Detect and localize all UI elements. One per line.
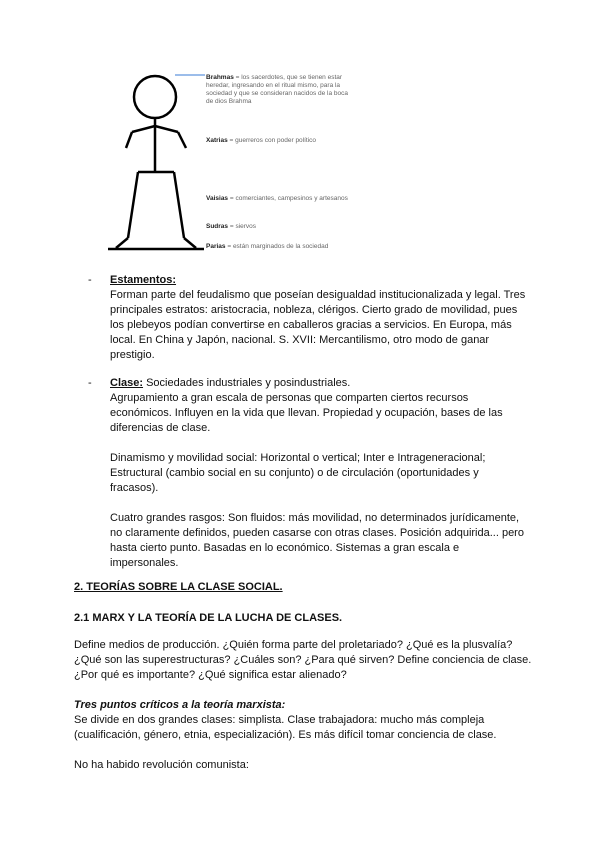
estamentos-title: Estamentos:: [110, 274, 177, 286]
left-lower-arm: [126, 132, 132, 148]
vaisias-desc: = comerciantes, campesinos y artesanos: [229, 195, 348, 202]
parias-desc: = están marginados de la sociedad: [227, 243, 329, 250]
estamentos-bullet: [88, 273, 528, 363]
right-lower-arm: [178, 132, 186, 148]
sudras-label: [206, 223, 256, 231]
right-leg: [174, 172, 184, 238]
revolucion-line: No ha habido revolución comunista:: [74, 759, 249, 771]
xatrias-desc: = guerreros con poder político: [229, 137, 317, 144]
vaisias-label: [206, 195, 348, 203]
brahmas-label: [206, 74, 356, 106]
xatrias-term: Xatrias: [206, 137, 228, 144]
estamentos-text: Forman parte del feudalismo que poseían desigualdad institucionalizada y legal. Tres principales estratos: aristocracia, nobleza, clérigos. Cierto grado de movilidad, pues los plebeyos podían convertirse en caballeros gracias a servicios. En Europa, más local. En China y Japón, nacional. S. XVII: Mercantilismo, otro modo de ganar prestigio.: [110, 289, 526, 361]
right-foot: [184, 238, 196, 248]
clase-paragraph-3: Cuatro grandes rasgos: Son fluidos: más movilidad, no determinados jurídicamente, no claramente definidos, pueden casarse con otras clases. Posición adquirida... pero hasta cierto punto. Basadas en lo económico. Sistemas a gran escala e impersonales.: [110, 512, 524, 569]
figure-head: [134, 76, 176, 118]
vaisias-term: Vaisias: [206, 195, 229, 202]
clase-paragraph-1: Agrupamiento a gran escala de personas que comparten ciertos recursos económicos. Influyen en la vida que llevan. Propiedad y ocupación, bases de las diferencias de clase.: [110, 392, 503, 434]
xatrias-label: [206, 137, 316, 145]
brahmas-term: Brahmas: [206, 74, 234, 81]
clase-first-line: [110, 376, 528, 391]
criticos-text: Se divide en dos grandes clases: simplista. Clase trabajadora: mucho más compleja (cualificación, género, etnia, especialización). Es más difícil tomar conciencia de clase.: [74, 714, 497, 741]
parias-term: Parias: [206, 243, 226, 250]
criticos-title: Tres puntos críticos a la teoría marxista:: [74, 699, 286, 711]
clase-paragraph-2: Dinamismo y movilidad social: Horizontal o vertical; Inter e Intrageneracional; Estructural (cambio social en su conjunto) o de circulación (oportunidades y fracasos).: [110, 452, 486, 494]
parias-label: [206, 243, 328, 251]
clase-title: Clase:: [110, 377, 144, 389]
section-2-heading: 2. TEORÍAS SOBRE LA CLASE SOCIAL.: [74, 581, 283, 593]
criticos-block: [74, 698, 534, 743]
sudras-term: Sudras: [206, 223, 229, 230]
clase-bullet: [88, 376, 528, 571]
marx-questions: Define medios de producción. ¿Quién forma parte del proletariado? ¿Qué es la plusvalía? ¿Qué son las superestructuras? ¿Cuáles son? ¿Para qué sirven? Define conciencia de clase. ¿Por qué es importante? ¿Qué significa estar alienado?: [74, 639, 532, 681]
left-upper-arm: [132, 126, 155, 132]
left-leg: [128, 172, 138, 238]
left-foot: [116, 238, 128, 248]
bullet-dash: -: [88, 377, 92, 389]
clase-intro: Sociedades industriales y posindustriales.: [143, 377, 351, 389]
sudras-desc: = siervos: [229, 223, 257, 230]
caste-stick-figure-diagram: [100, 60, 400, 265]
right-upper-arm: [155, 126, 178, 132]
section-2-1-heading: 2.1 MARX Y LA TEORÍA DE LA LUCHA DE CLASES.: [74, 612, 343, 624]
bullet-dash: -: [88, 274, 92, 286]
brahmas-desc: = los sacerdotes, que se tienen estar heredar, ingresando en el ritual mismo, para la sociedad y que se consideran nacidos de la boca de dios Brahma: [206, 74, 349, 105]
